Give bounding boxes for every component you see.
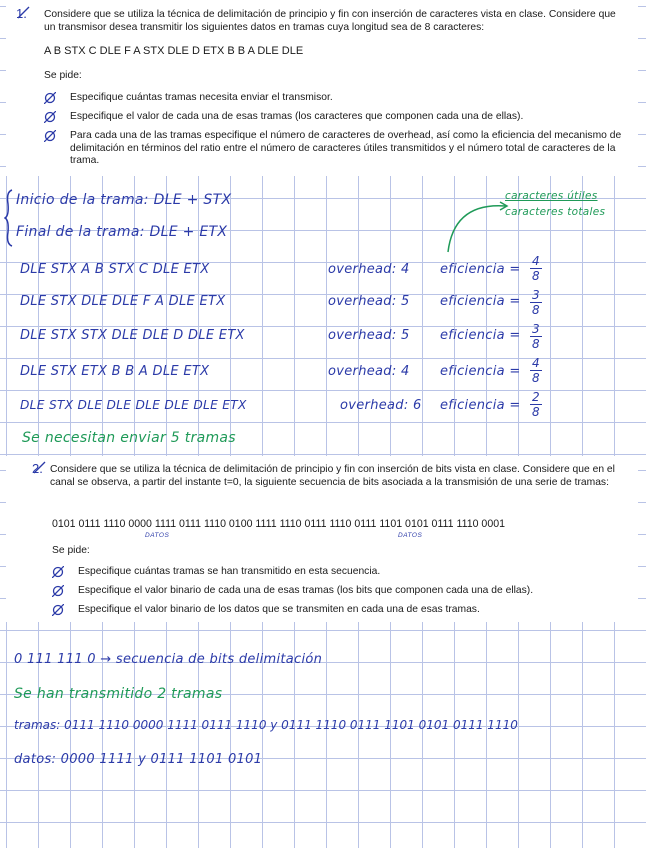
frame-row-2-fraction: $\frac{3}{8}$: [532, 288, 540, 317]
checkmark-icon: [16, 6, 30, 20]
datos-label-1: DATOS: [145, 532, 170, 539]
q1-sequence: A B STX C DLE F A STX DLE D ETX B B A DLE DLE: [44, 45, 304, 57]
frame-row-3-fraction: $\frac{3}{8}$: [532, 322, 540, 351]
q2-item-2: Especifique el valor binario de cada una de esas tramas (los bits que componen cada una de ellas).: [78, 585, 534, 596]
frame-row-1-fraction: $\frac{4}{8}$: [532, 254, 540, 283]
frame-row-4-overhead: overhead: 4: [328, 364, 410, 379]
checked-bullet-icon: [52, 585, 64, 597]
checked-bullet-icon: [44, 130, 56, 142]
q1-se-pide: Se pide:: [44, 70, 82, 81]
frame-row-2-eficiencia: eficiencia =: [440, 294, 521, 309]
question-1-number: 1.: [16, 6, 27, 21]
q1-item-2: Especifique el valor de cada una de esas tramas (los caracteres que componen cada una de ellas).: [70, 111, 524, 122]
frame-row-4-fraction: $\frac{4}{8}$: [532, 356, 540, 385]
arrow-icon: [440, 194, 510, 256]
hand-frame-count: Se han transmitido 2 tramas: [14, 686, 223, 702]
question-2-intro: Considere que se utiliza la técnica de delimitación de principio y fin con inserción de bits vista en clase. Considere que en el canal se observa, a partir del instante t=0, la siguiente secuencia de bits asociada a la transmisión de una serie de tramas:: [50, 464, 615, 488]
q1-item-3: Para cada una de las tramas especifique el número de caracteres de overhead, así como la eficiencia del mecanismo de delimitación en términos del ratio entre el número de caracteres útiles transmitidos y el número total de caracteres de la trama.: [70, 130, 622, 166]
q1-conclusion: Se necesitan enviar 5 tramas: [22, 430, 236, 446]
frame-row-2-overhead: overhead: 5: [328, 294, 410, 309]
frame-row-1-eficiencia: eficiencia =: [440, 262, 521, 277]
ratio-denominator: caracteres totales: [505, 206, 606, 218]
hand-final: Final de la trama: DLE + ETX: [16, 224, 228, 240]
frame-row-5-overhead: overhead: 6: [340, 398, 422, 413]
question-2-number: 2.: [32, 461, 43, 476]
frame-row-4-chars: DLE STX ETX B B A DLE ETX: [20, 364, 210, 379]
frame-row-3-chars: DLE STX STX DLE DLE D DLE ETX: [20, 328, 245, 343]
question-1-intro: Considere que se utiliza la técnica de delimitación de principio y fin con inserción de caracteres vista en clase. Considere que un transmisor desea transmitir los siguientes datos en tramas cuya longitud sea de 8 caracteres:: [44, 9, 616, 33]
datos-label-2: DATOS: [398, 532, 423, 539]
hand-inicio: Inicio de la trama: DLE + STX: [16, 192, 232, 208]
ratio-numerator: caracteres útiles: [505, 190, 598, 202]
checked-bullet-icon: [52, 604, 64, 616]
frame-row-5-fraction: $\frac{2}{8}$: [532, 390, 540, 419]
frame-row-3-eficiencia: eficiencia =: [440, 328, 521, 343]
frame-row-1-overhead: overhead: 4: [328, 262, 410, 277]
q2-bit-sequence: 0101 0111 1110 0000 1111 0111 1110 0100 1111 1110 0111 1110 0111 1101 0101 0111 1110 0001: [52, 518, 505, 530]
checked-bullet-icon: [52, 566, 64, 578]
checked-bullet-icon: [44, 111, 56, 123]
hand-delimiter: 0 111 111 0 → secuencia de bits delimitación: [14, 652, 323, 667]
frame-row-5-eficiencia: eficiencia =: [440, 398, 521, 413]
frame-row-1-chars: DLE STX A B STX C DLE ETX: [20, 262, 210, 277]
frame-row-2-chars: DLE STX DLE DLE F A DLE ETX: [20, 294, 226, 309]
q2-se-pide: Se pide:: [52, 545, 90, 556]
frame-row-4-eficiencia: eficiencia =: [440, 364, 521, 379]
frame-row-5-chars: DLE STX DLE DLE DLE DLE DLE ETX: [20, 398, 247, 412]
hand-frames: tramas: 0111 1110 0000 1111 0111 1110 y 0111 1110 0111 1101 0101 0111 1110: [14, 718, 518, 732]
checked-bullet-icon: [44, 92, 56, 104]
q2-item-3: Especifique el valor binario de los datos que se transmiten en cada una de esas tramas.: [78, 604, 480, 615]
frame-row-3-overhead: overhead: 5: [328, 328, 410, 343]
brace-icon: [4, 188, 14, 248]
checkmark-icon: [32, 461, 46, 475]
q1-item-1: Especifique cuántas tramas necesita enviar el transmisor.: [70, 92, 333, 103]
hand-data: datos: 0000 1111 y 0111 1101 0101: [14, 752, 263, 767]
q2-item-1: Especifique cuántas tramas se han transmitido en esta secuencia.: [78, 566, 381, 577]
